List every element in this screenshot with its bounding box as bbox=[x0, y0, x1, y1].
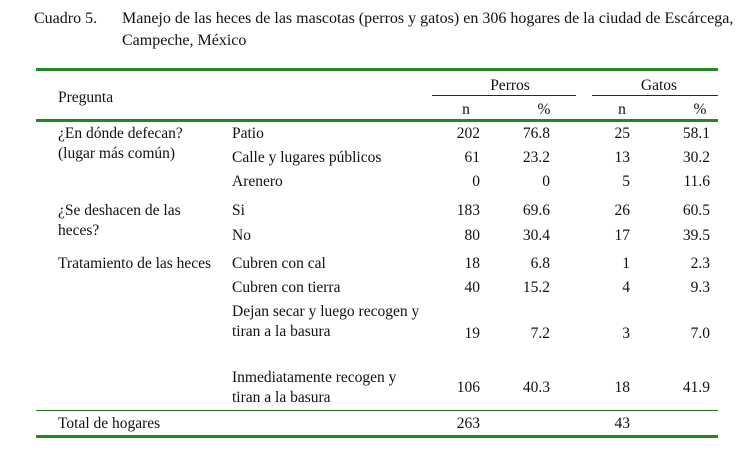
cats-n-cell: 25 bbox=[614, 125, 630, 142]
answer-label: Arenero bbox=[232, 173, 283, 190]
cats-n-cell: 5 bbox=[622, 173, 630, 190]
cats-n-cell: 1 bbox=[622, 255, 630, 272]
cats-pct-cell: 41.9 bbox=[682, 379, 710, 396]
header-dogs-pct: % bbox=[537, 101, 551, 118]
total-rule bbox=[36, 410, 718, 411]
dogs-subrule bbox=[432, 95, 576, 96]
cats-n-cell: 3 bbox=[622, 325, 630, 342]
answer-label: Inmediatamente recogen y tiran a la basura bbox=[232, 369, 397, 406]
dogs-pct-cell: 7.2 bbox=[530, 325, 550, 342]
dogs-pct-cell: 15.2 bbox=[522, 279, 550, 296]
dogs-n-cell: 0 bbox=[472, 173, 480, 190]
cats-pct-cell: 30.2 bbox=[682, 149, 710, 166]
dogs-pct-cell: 69.6 bbox=[522, 202, 550, 219]
answer-label: Patio bbox=[232, 125, 264, 142]
cats-n-cell: 13 bbox=[614, 149, 630, 166]
dogs-pct-cell: 6.8 bbox=[530, 255, 550, 272]
cats-pct-cell: 9.3 bbox=[690, 279, 710, 296]
dogs-n-cell: 19 bbox=[464, 325, 480, 342]
dogs-n-cell: 18 bbox=[464, 255, 480, 272]
caption-text: Manejo de las heces de las mascotas (perros y gatos) en 306 hogares de la ciudad de Escárcega, Campeche, México bbox=[122, 10, 734, 49]
dogs-pct-cell: 0 bbox=[542, 173, 550, 190]
cats-n-cell: 17 bbox=[614, 227, 630, 244]
question-label: ¿En dónde defecan? (lugar más común) bbox=[58, 125, 183, 162]
answer-label: Dejan secar y luego recogen y tiran a la basura bbox=[232, 303, 420, 340]
question-label: Tratamiento de las heces bbox=[58, 255, 212, 272]
header-cats: Gatos bbox=[640, 77, 678, 94]
dogs-pct-cell: 23.2 bbox=[522, 149, 550, 166]
cats-n-cell: 26 bbox=[614, 202, 630, 219]
cats-n-cell: 18 bbox=[614, 379, 630, 396]
header-cats-n: n bbox=[618, 101, 626, 118]
answer-label: Calle y lugares públicos bbox=[232, 149, 382, 166]
header-cats-pct: % bbox=[693, 101, 707, 118]
total-label: Total de hogares bbox=[58, 415, 161, 432]
cats-n-cell: 4 bbox=[622, 279, 630, 296]
cats-subrule bbox=[592, 95, 718, 96]
dogs-n-cell: 106 bbox=[456, 379, 480, 396]
cats-pct-cell: 39.5 bbox=[682, 227, 710, 244]
cats-pct-cell: 60.5 bbox=[682, 202, 710, 219]
question-label: ¿Se deshacen de las heces? bbox=[58, 202, 181, 239]
top-rule bbox=[36, 68, 718, 71]
dogs-n-cell: 183 bbox=[456, 202, 480, 219]
dogs-n-cell: 40 bbox=[464, 279, 480, 296]
total-cats-n: 43 bbox=[614, 415, 630, 432]
header-dogs: Perros bbox=[490, 77, 530, 94]
dogs-pct-cell: 76.8 bbox=[522, 125, 550, 142]
answer-label: Cubren con cal bbox=[232, 255, 326, 272]
header-question: Pregunta bbox=[58, 89, 114, 106]
dogs-n-cell: 80 bbox=[464, 227, 480, 244]
cats-pct-cell: 58.1 bbox=[682, 125, 710, 142]
cats-pct-cell: 2.3 bbox=[690, 255, 710, 272]
cats-pct-cell: 7.0 bbox=[690, 325, 710, 342]
dogs-pct-cell: 40.3 bbox=[522, 379, 550, 396]
dogs-pct-cell: 30.4 bbox=[522, 227, 550, 244]
answer-label: Cubren con tierra bbox=[232, 279, 341, 296]
dogs-n-cell: 61 bbox=[464, 149, 480, 166]
dogs-n-cell: 202 bbox=[456, 125, 480, 142]
caption-number: Cuadro 5. bbox=[34, 10, 98, 27]
bottom-rule bbox=[36, 435, 718, 438]
header-rule bbox=[36, 119, 718, 122]
cats-pct-cell: 11.6 bbox=[683, 173, 710, 190]
total-dogs-n: 263 bbox=[456, 415, 480, 432]
answer-label: No bbox=[232, 227, 251, 244]
answer-label: Si bbox=[232, 202, 245, 219]
header-dogs-n: n bbox=[462, 101, 470, 118]
